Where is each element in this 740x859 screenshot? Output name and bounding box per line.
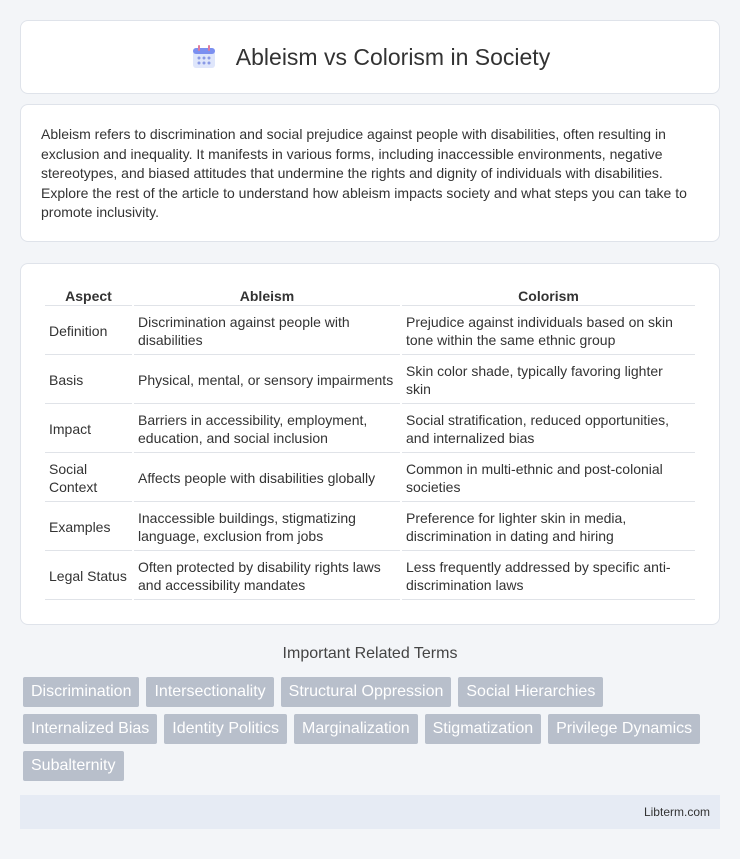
row-aspect: Legal Status (45, 551, 132, 600)
row-ableism: Inaccessible buildings, stigmatizing language, exclusion from jobs (134, 502, 400, 551)
tag-stigmatization[interactable]: Stigmatization (425, 714, 542, 744)
tag-discrimination[interactable]: Discrimination (23, 677, 139, 707)
row-colorism: Skin color shade, typically favoring lighter skin (402, 355, 695, 404)
tag-privilege-dynamics[interactable]: Privilege Dynamics (548, 714, 700, 744)
intro-card (20, 104, 720, 242)
row-aspect: Examples (45, 502, 132, 551)
tag-intersectionality[interactable]: Intersectionality (146, 677, 273, 707)
row-aspect: Social Context (45, 453, 132, 502)
row-colorism: Less frequently addressed by specific anti-discrimination laws (402, 551, 695, 600)
row-aspect: Impact (45, 404, 132, 453)
table-header-row (45, 284, 695, 306)
header-colorism: Colorism (402, 284, 695, 306)
row-colorism: Preference for lighter skin in media, discrimination in dating and hiring (402, 502, 695, 551)
row-ableism: Barriers in accessibility, employment, education, and social inclusion (134, 404, 400, 453)
comparison-table (43, 284, 697, 600)
row-ableism: Often protected by disability rights laws and accessibility mandates (134, 551, 400, 600)
tag-marginalization[interactable]: Marginalization (294, 714, 418, 744)
page-title: Ableism vs Colorism in Society (235, 43, 551, 70)
footer-brand[interactable]: Libterm.com (643, 805, 710, 819)
row-colorism: Prejudice against individuals based on skin tone within the same ethnic group (402, 306, 695, 355)
table-row (45, 551, 695, 600)
header-aspect: Aspect (45, 284, 132, 306)
intro-text: Ableism refers to discrimination and social prejudice against people with disabilities, often resulting in exclusion and inequality. It manifests in various forms, including inaccessible environments, negative stereotypes, and biased attitudes that undermine the rights and dignity of individuals with disabilities. Explore the rest of the article to understand how ableism impacts society and what steps you can take to promote inclusivity. (41, 126, 687, 220)
table-row (45, 502, 695, 551)
footer (20, 795, 720, 829)
tag-subalternity[interactable]: Subalternity (23, 751, 124, 781)
title-card (20, 20, 720, 94)
related-terms-title: Important Related Terms (282, 645, 458, 662)
row-colorism: Social stratification, reduced opportunities, and internalized bias (402, 404, 695, 453)
tag-structural-oppression[interactable]: Structural Oppression (281, 677, 452, 707)
row-colorism: Common in multi-ethnic and post-colonial societies (402, 453, 695, 502)
table-row (45, 453, 695, 502)
table-row (45, 355, 695, 404)
table-row (45, 306, 695, 355)
table-row (45, 404, 695, 453)
row-ableism: Discrimination against people with disabilities (134, 306, 400, 355)
tag-identity-politics[interactable]: Identity Politics (164, 714, 287, 744)
row-ableism: Affects people with disabilities globally (134, 453, 400, 502)
tag-internalized-bias[interactable]: Internalized Bias (23, 714, 157, 744)
header-ableism: Ableism (134, 284, 400, 306)
tag-social-hierarchies[interactable]: Social Hierarchies (458, 677, 603, 707)
calendar-grid-icon (190, 43, 218, 71)
related-terms-tags (23, 677, 723, 788)
comparison-table-card (20, 263, 720, 625)
row-aspect: Definition (45, 306, 132, 355)
row-aspect: Basis (45, 355, 132, 404)
row-ableism: Physical, mental, or sensory impairments (134, 355, 400, 404)
